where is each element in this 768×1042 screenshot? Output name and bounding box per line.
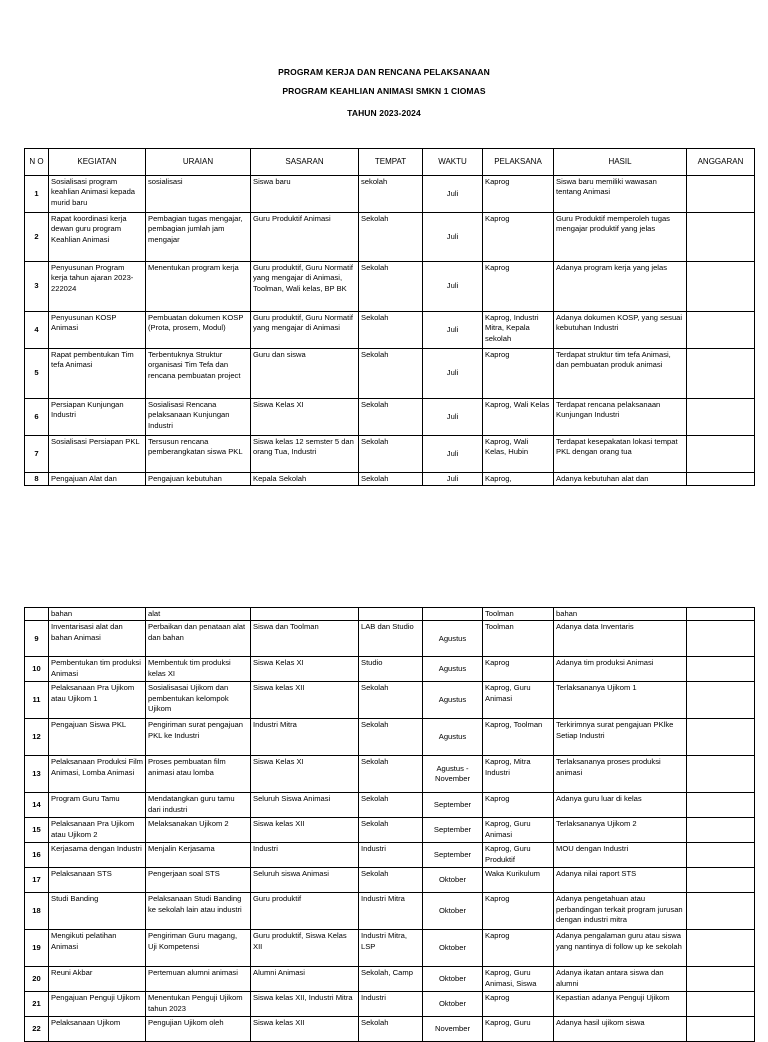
col-header-anggaran: ANGGARAN — [687, 149, 755, 176]
cell-tempat: Sekolah — [359, 312, 423, 349]
cell-sasaran: Siswa dan Toolman — [251, 621, 359, 657]
cell-hasil: MOU dengan Industri — [554, 843, 687, 868]
cell-waktu: Juli — [423, 436, 483, 473]
cell-uraian: Melaksanakan Ujikom 2 — [146, 818, 251, 843]
cell-uraian: Pengiriman Guru magang, Uji Kompetensi — [146, 930, 251, 967]
cell-hasil: Kepastian adanya Penguji Ujikom — [554, 992, 687, 1017]
cell-anggaran — [687, 349, 755, 399]
cell-waktu: Agustus - November — [423, 756, 483, 793]
cell-anggaran — [687, 213, 755, 262]
cell-no: 8 — [25, 473, 49, 486]
cell-uraian: alat — [146, 608, 251, 621]
cell-sasaran: Guru produktif, Guru Normatif yang mengajar di Animasi — [251, 312, 359, 349]
cell-pelaksana: Kaprog — [483, 930, 554, 967]
cell-waktu: Agustus — [423, 621, 483, 657]
col-header-waktu: WAKTU — [423, 149, 483, 176]
cell-waktu: Juli — [423, 473, 483, 486]
cell-anggaran — [687, 843, 755, 868]
cell-uraian: sosialisasi — [146, 176, 251, 213]
cell-pelaksana: Kaprog — [483, 213, 554, 262]
cell-kegiatan: Reuni Akbar — [49, 967, 146, 992]
cell-sasaran: Guru Produktif Animasi — [251, 213, 359, 262]
col-header-no: N O — [25, 149, 49, 176]
cell-hasil: Adanya pengetahuan atau perbandingan terkait program jurusan dengan industri mitra — [554, 893, 687, 930]
cell-anggaran — [687, 473, 755, 486]
table-row — [25, 608, 755, 621]
cell-no: 7 — [25, 436, 49, 473]
col-header-sasaran: SASARAN — [251, 149, 359, 176]
cell-waktu: Oktober — [423, 992, 483, 1017]
cell-pelaksana: Kaprog — [483, 893, 554, 930]
cell-sasaran: Siswa kelas XII — [251, 1017, 359, 1042]
cell-hasil: Adanya guru luar di kelas — [554, 793, 687, 818]
table-row — [25, 682, 755, 719]
cell-kegiatan: bahan — [49, 608, 146, 621]
cell-waktu: Agustus — [423, 682, 483, 719]
cell-kegiatan: Studi Banding — [49, 893, 146, 930]
cell-kegiatan: Pelaksanaan Pra Ujikom atau Ujikom 1 — [49, 682, 146, 719]
cell-anggaran — [687, 967, 755, 992]
cell-no: 10 — [25, 657, 49, 682]
cell-uraian: Menentukan Penguji Ujikom tahun 2023 — [146, 992, 251, 1017]
cell-uraian: Pengiriman surat pengajuan PKL ke Industri — [146, 719, 251, 756]
cell-waktu: Juli — [423, 399, 483, 436]
cell-waktu: Juli — [423, 349, 483, 399]
table-row — [25, 312, 755, 349]
cell-anggaran — [687, 719, 755, 756]
cell-sasaran: Siswa Kelas XI — [251, 657, 359, 682]
cell-waktu — [423, 608, 483, 621]
cell-uraian: Menentukan program kerja — [146, 262, 251, 312]
cell-tempat: Industri Mitra — [359, 893, 423, 930]
cell-pelaksana: Kaprog — [483, 992, 554, 1017]
table-row — [25, 930, 755, 967]
cell-no: 16 — [25, 843, 49, 868]
cell-no: 4 — [25, 312, 49, 349]
cell-anggaran — [687, 818, 755, 843]
cell-pelaksana: Kaprog — [483, 176, 554, 213]
cell-hasil: Adanya nilai raport STS — [554, 868, 687, 893]
cell-uraian: Pertemuan alumni animasi — [146, 967, 251, 992]
cell-anggaran — [687, 436, 755, 473]
cell-tempat: LAB dan Studio — [359, 621, 423, 657]
cell-no: 11 — [25, 682, 49, 719]
cell-anggaran — [687, 621, 755, 657]
table-row — [25, 719, 755, 756]
cell-pelaksana: Kaprog — [483, 262, 554, 312]
cell-no: 21 — [25, 992, 49, 1017]
cell-tempat: Sekolah — [359, 682, 423, 719]
table-row — [25, 818, 755, 843]
table-row — [25, 473, 755, 486]
cell-uraian: Sosialisasai Ujikom dan pembentukan kelompok Ujikom — [146, 682, 251, 719]
table-row — [25, 992, 755, 1017]
cell-tempat: Sekolah — [359, 436, 423, 473]
cell-no: 6 — [25, 399, 49, 436]
cell-pelaksana: Waka Kurikulum — [483, 868, 554, 893]
cell-hasil: Terlaksananya proses produksi animasi — [554, 756, 687, 793]
cell-pelaksana: Kaprog, Industri Mitra, Kepala sekolah — [483, 312, 554, 349]
cell-no: 5 — [25, 349, 49, 399]
cell-kegiatan: Penyusunan Program kerja tahun ajaran 2023-222024 — [49, 262, 146, 312]
cell-pelaksana: Kaprog — [483, 657, 554, 682]
table-row — [25, 262, 755, 312]
cell-no: 20 — [25, 967, 49, 992]
cell-hasil: Adanya ikatan antara siswa dan alumni — [554, 967, 687, 992]
table-row — [25, 349, 755, 399]
cell-uraian: Pengerjaan soal STS — [146, 868, 251, 893]
cell-sasaran: Siswa kelas XII — [251, 818, 359, 843]
cell-uraian: Menjalin Kerjasama — [146, 843, 251, 868]
page-gap — [0, 497, 768, 607]
cell-kegiatan: Pelaksanaan STS — [49, 868, 146, 893]
cell-anggaran — [687, 793, 755, 818]
program-table-page-1 — [24, 148, 755, 486]
cell-uraian: Perbaikan dan penataan alat dan bahan — [146, 621, 251, 657]
cell-waktu: September — [423, 843, 483, 868]
cell-hasil: bahan — [554, 608, 687, 621]
cell-kegiatan: Pembentukan tim produksi Animasi — [49, 657, 146, 682]
cell-no: 18 — [25, 893, 49, 930]
cell-hasil: Adanya tim produksi Animasi — [554, 657, 687, 682]
cell-uraian: Tersusun rencana pemberangkatan siswa PKL — [146, 436, 251, 473]
cell-tempat: Sekolah — [359, 349, 423, 399]
cell-pelaksana: Kaprog, Mitra Industri — [483, 756, 554, 793]
table-row — [25, 176, 755, 213]
cell-sasaran: Guru produktif, Guru Normatif yang mengajar di Animasi, Toolman, Wali kelas, BP BK — [251, 262, 359, 312]
table-row — [25, 843, 755, 868]
cell-tempat: sekolah — [359, 176, 423, 213]
cell-anggaran — [687, 992, 755, 1017]
cell-sasaran: Seluruh Siswa Animasi — [251, 793, 359, 818]
cell-kegiatan: Rapat pembentukan Tim tefa Animasi — [49, 349, 146, 399]
cell-kegiatan: Sosialisasi program keahlian Animasi kepada murid baru — [49, 176, 146, 213]
cell-uraian: Pengajuan kebutuhan — [146, 473, 251, 486]
cell-tempat: Industri — [359, 992, 423, 1017]
cell-sasaran — [251, 608, 359, 621]
cell-pelaksana: Kaprog, Wali Kelas, Hubin — [483, 436, 554, 473]
cell-tempat: Industri Mitra, LSP — [359, 930, 423, 967]
cell-anggaran — [687, 893, 755, 930]
table-header-row — [25, 149, 755, 176]
cell-uraian: Pembuatan dokumen KOSP (Prota, prosem, Modul) — [146, 312, 251, 349]
cell-tempat: Studio — [359, 657, 423, 682]
cell-hasil: Terkirimnya surat pengajuan PKlke Setiap Industri — [554, 719, 687, 756]
cell-pelaksana: Kaprog, Guru Animasi — [483, 818, 554, 843]
cell-sasaran: Siswa kelas XII, Industri Mitra — [251, 992, 359, 1017]
table-body-page-2 — [25, 608, 755, 1042]
cell-tempat: Sekolah — [359, 473, 423, 486]
cell-pelaksana: Kaprog, Guru Animasi, Siswa — [483, 967, 554, 992]
cell-pelaksana: Kaprog — [483, 793, 554, 818]
table-row — [25, 756, 755, 793]
cell-tempat: Sekolah — [359, 213, 423, 262]
cell-sasaran: Guru produktif — [251, 893, 359, 930]
cell-waktu: Oktober — [423, 930, 483, 967]
cell-kegiatan: Inventarisasi alat dan bahan Animasi — [49, 621, 146, 657]
cell-waktu: Oktober — [423, 868, 483, 893]
cell-hasil: Terdapat kesepakatan lokasi tempat PKL dengan orang tua — [554, 436, 687, 473]
cell-anggaran — [687, 868, 755, 893]
col-header-pelaksana: PELAKSANA — [483, 149, 554, 176]
cell-uraian: Mendatangkan guru tamu dari industri — [146, 793, 251, 818]
cell-tempat: Sekolah — [359, 793, 423, 818]
cell-pelaksana: Kaprog, Guru Produktif — [483, 843, 554, 868]
cell-waktu: September — [423, 818, 483, 843]
cell-uraian: Pengujian Ujikom oleh — [146, 1017, 251, 1042]
cell-no: 14 — [25, 793, 49, 818]
cell-waktu: Agustus — [423, 657, 483, 682]
cell-no: 12 — [25, 719, 49, 756]
cell-pelaksana: Kaprog, Wali Kelas — [483, 399, 554, 436]
cell-waktu: Oktober — [423, 967, 483, 992]
cell-sasaran: Industri Mitra — [251, 719, 359, 756]
cell-waktu: Juli — [423, 312, 483, 349]
cell-sasaran: Siswa baru — [251, 176, 359, 213]
cell-sasaran: Siswa kelas 12 semster 5 dan orang Tua, Industri — [251, 436, 359, 473]
cell-kegiatan: Pelaksanaan Ujikom — [49, 1017, 146, 1042]
cell-pelaksana: Kaprog — [483, 349, 554, 399]
table-row — [25, 436, 755, 473]
cell-pelaksana: Kaprog, Guru — [483, 1017, 554, 1042]
table-row — [25, 213, 755, 262]
cell-hasil: Adanya hasil ujikom siswa — [554, 1017, 687, 1042]
cell-anggaran — [687, 682, 755, 719]
cell-hasil: Adanya data Inventaris — [554, 621, 687, 657]
cell-no: 19 — [25, 930, 49, 967]
cell-hasil: Siswa baru memiliki wawasan tentang Animasi — [554, 176, 687, 213]
col-header-tempat: TEMPAT — [359, 149, 423, 176]
cell-tempat: Sekolah — [359, 868, 423, 893]
cell-kegiatan: Pengajuan Alat dan — [49, 473, 146, 486]
cell-waktu: Oktober — [423, 893, 483, 930]
table-row — [25, 1017, 755, 1042]
doc-title-line-1: PROGRAM KERJA DAN RENCANA PELAKSANAAN — [278, 67, 490, 77]
cell-no: 1 — [25, 176, 49, 213]
cell-tempat: Sekolah — [359, 1017, 423, 1042]
cell-waktu: November — [423, 1017, 483, 1042]
cell-anggaran — [687, 657, 755, 682]
cell-no — [25, 608, 49, 621]
cell-uraian: Proses pembuatan film animasi atau lomba — [146, 756, 251, 793]
program-table-page-2 — [24, 607, 755, 1042]
cell-no: 3 — [25, 262, 49, 312]
cell-pelaksana: Kaprog, Guru Animasi — [483, 682, 554, 719]
col-header-hasil: HASIL — [554, 149, 687, 176]
cell-tempat: Sekolah — [359, 399, 423, 436]
cell-anggaran — [687, 176, 755, 213]
cell-anggaran — [687, 1017, 755, 1042]
cell-hasil: Adanya program kerja yang jelas — [554, 262, 687, 312]
table-body-page-1 — [25, 176, 755, 486]
cell-pelaksana: Toolman — [483, 608, 554, 621]
cell-hasil: Terlaksananya Ujikom 2 — [554, 818, 687, 843]
cell-kegiatan: Sosialisasi Persiapan PKL — [49, 436, 146, 473]
cell-hasil: Adanya kebutuhan alat dan — [554, 473, 687, 486]
cell-waktu: Juli — [423, 176, 483, 213]
cell-anggaran — [687, 312, 755, 349]
cell-hasil: Terdapat struktur tim tefa Animasi, dan pembuatan produk animasi — [554, 349, 687, 399]
cell-kegiatan: Pelaksanaan Produksi Film Animasi, Lomba Animasi — [49, 756, 146, 793]
cell-waktu: Agustus — [423, 719, 483, 756]
table-row — [25, 967, 755, 992]
cell-kegiatan: Rapat koordinasi kerja dewan guru program Keahlian Animasi — [49, 213, 146, 262]
cell-pelaksana: Kaprog, — [483, 473, 554, 486]
cell-hasil: Adanya pengalaman guru atau siswa yang nantinya di follow up ke sekolah — [554, 930, 687, 967]
cell-pelaksana: Kaprog, Toolman — [483, 719, 554, 756]
cell-kegiatan: Pengajuan Penguji Ujikom — [49, 992, 146, 1017]
cell-anggaran — [687, 262, 755, 312]
col-header-uraian: URAIAN — [146, 149, 251, 176]
cell-no: 22 — [25, 1017, 49, 1042]
cell-sasaran: Siswa Kelas XI — [251, 756, 359, 793]
cell-anggaran — [687, 930, 755, 967]
cell-uraian: Sosialisasi Rencana pelaksanaan Kunjungan Industri — [146, 399, 251, 436]
cell-no: 9 — [25, 621, 49, 657]
cell-sasaran: Guru produktif, Siswa Kelas XII — [251, 930, 359, 967]
cell-anggaran — [687, 399, 755, 436]
table-row — [25, 657, 755, 682]
cell-uraian: Membentuk tim produksi kelas XI — [146, 657, 251, 682]
table-row — [25, 893, 755, 930]
cell-no: 13 — [25, 756, 49, 793]
cell-hasil: Guru Produktif memperoleh tugas mengajar produktif yang jelas — [554, 213, 687, 262]
cell-tempat: Sekolah, Camp — [359, 967, 423, 992]
cell-no: 2 — [25, 213, 49, 262]
table-row — [25, 793, 755, 818]
cell-uraian: Terbentuknya Struktur organisasi Tim Tefa dan rencana pembuatan project — [146, 349, 251, 399]
table-row — [25, 868, 755, 893]
cell-waktu: Juli — [423, 213, 483, 262]
cell-sasaran: Seluruh siswa Animasi — [251, 868, 359, 893]
cell-pelaksana: Toolman — [483, 621, 554, 657]
cell-no: 17 — [25, 868, 49, 893]
cell-uraian: Pelaksanaan Studi Banding ke sekolah lain atau industri — [146, 893, 251, 930]
table-row — [25, 621, 755, 657]
cell-tempat: Industri — [359, 843, 423, 868]
cell-anggaran — [687, 608, 755, 621]
col-header-kegiatan: KEGIATAN — [49, 149, 146, 176]
cell-no: 15 — [25, 818, 49, 843]
cell-kegiatan: Kerjasama dengan Industri — [49, 843, 146, 868]
cell-tempat: Sekolah — [359, 818, 423, 843]
cell-sasaran: Industri — [251, 843, 359, 868]
cell-waktu: September — [423, 793, 483, 818]
cell-tempat: Sekolah — [359, 756, 423, 793]
cell-uraian: Pembagian tugas mengajar, pembagian jumlah jam mengajar — [146, 213, 251, 262]
doc-title-line-2: PROGRAM KEAHLIAN ANIMASI SMKN 1 CIOMAS — [282, 86, 486, 96]
table-row — [25, 399, 755, 436]
cell-kegiatan: Pelaksanaan Pra Ujikom atau Ujikom 2 — [49, 818, 146, 843]
cell-hasil: Terlaksananya Ujikom 1 — [554, 682, 687, 719]
page-1 — [0, 0, 768, 497]
cell-kegiatan: Persiapan Kunjungan Industri — [49, 399, 146, 436]
cell-sasaran: Siswa kelas XII — [251, 682, 359, 719]
cell-anggaran — [687, 756, 755, 793]
cell-kegiatan: Program Guru Tamu — [49, 793, 146, 818]
cell-hasil: Terdapat rencana pelaksanaan Kunjungan Industri — [554, 399, 687, 436]
cell-kegiatan: Mengikuti pelatihan Animasi — [49, 930, 146, 967]
cell-hasil: Adanya dokumen KOSP, yang sesuai kebutuhan Industri — [554, 312, 687, 349]
cell-sasaran: Kepala Sekolah — [251, 473, 359, 486]
cell-kegiatan: Penyusunan KOSP Animasi — [49, 312, 146, 349]
cell-waktu: Juli — [423, 262, 483, 312]
cell-tempat: Sekolah — [359, 719, 423, 756]
doc-title-line-3: TAHUN 2023-2024 — [347, 108, 421, 118]
cell-sasaran: Siswa Kelas XI — [251, 399, 359, 436]
cell-tempat: Sekolah — [359, 262, 423, 312]
cell-sasaran: Guru dan siswa — [251, 349, 359, 399]
page-2 — [0, 607, 768, 1034]
cell-tempat — [359, 608, 423, 621]
cell-sasaran: Alumni Animasi — [251, 967, 359, 992]
cell-kegiatan: Pengajuan Siswa PKL — [49, 719, 146, 756]
